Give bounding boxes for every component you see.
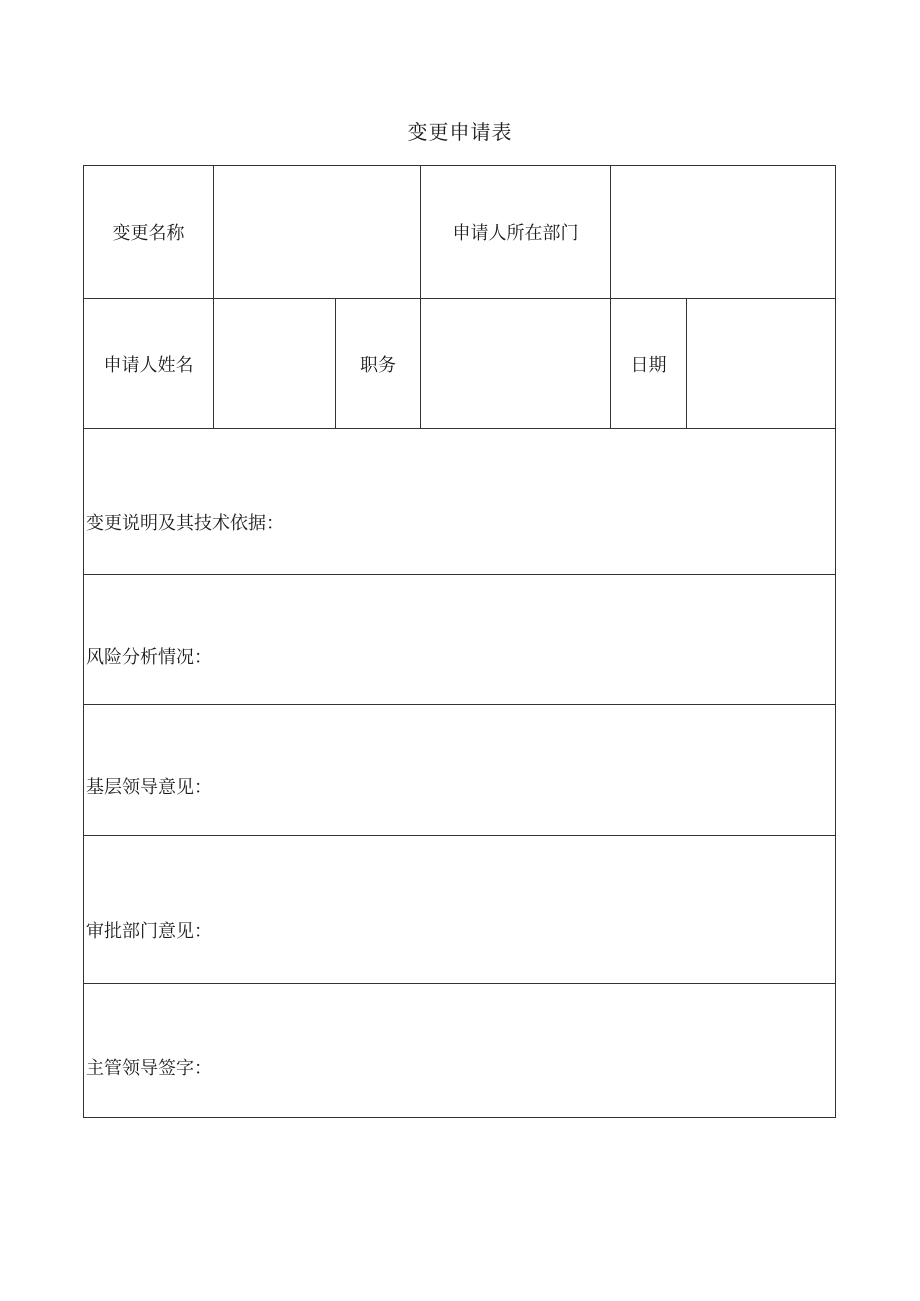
change-description-label: 变更说明及其技术依据： <box>86 512 284 534</box>
frontline-leader-opinion-section[interactable] <box>84 705 836 836</box>
row-risk-analysis <box>84 575 836 705</box>
position-field[interactable] <box>421 299 611 429</box>
date-field[interactable] <box>687 299 836 429</box>
approval-dept-opinion-label: 审批部门意见： <box>86 920 212 942</box>
department-label: 申请人所在部门 <box>421 166 611 299</box>
change-name-label: 变更名称 <box>84 166 214 299</box>
risk-analysis-section[interactable] <box>84 575 836 705</box>
form-title: 变更申请表 <box>407 120 513 144</box>
date-label: 日期 <box>611 299 687 429</box>
change-name-field[interactable] <box>214 166 421 299</box>
change-description-section[interactable] <box>84 429 836 575</box>
supervisor-signature-section[interactable] <box>84 984 836 1118</box>
change-request-table <box>83 165 836 1118</box>
applicant-name-label: 申请人姓名 <box>84 299 214 429</box>
position-label: 职务 <box>336 299 421 429</box>
frontline-leader-opinion-label: 基层领导意见： <box>86 777 212 798</box>
row-applicant <box>84 299 836 429</box>
row-change-name <box>84 166 836 299</box>
row-approval-dept-opinion <box>84 836 836 984</box>
row-frontline-leader-opinion <box>84 705 836 836</box>
applicant-name-field[interactable] <box>214 299 336 429</box>
approval-dept-opinion-section[interactable] <box>84 836 836 984</box>
risk-analysis-label: 风险分析情况： <box>86 646 212 668</box>
supervisor-signature-label: 主管领导签字： <box>86 1057 212 1079</box>
row-change-description <box>84 429 836 575</box>
row-supervisor-signature <box>84 984 836 1118</box>
department-field[interactable] <box>611 166 836 299</box>
